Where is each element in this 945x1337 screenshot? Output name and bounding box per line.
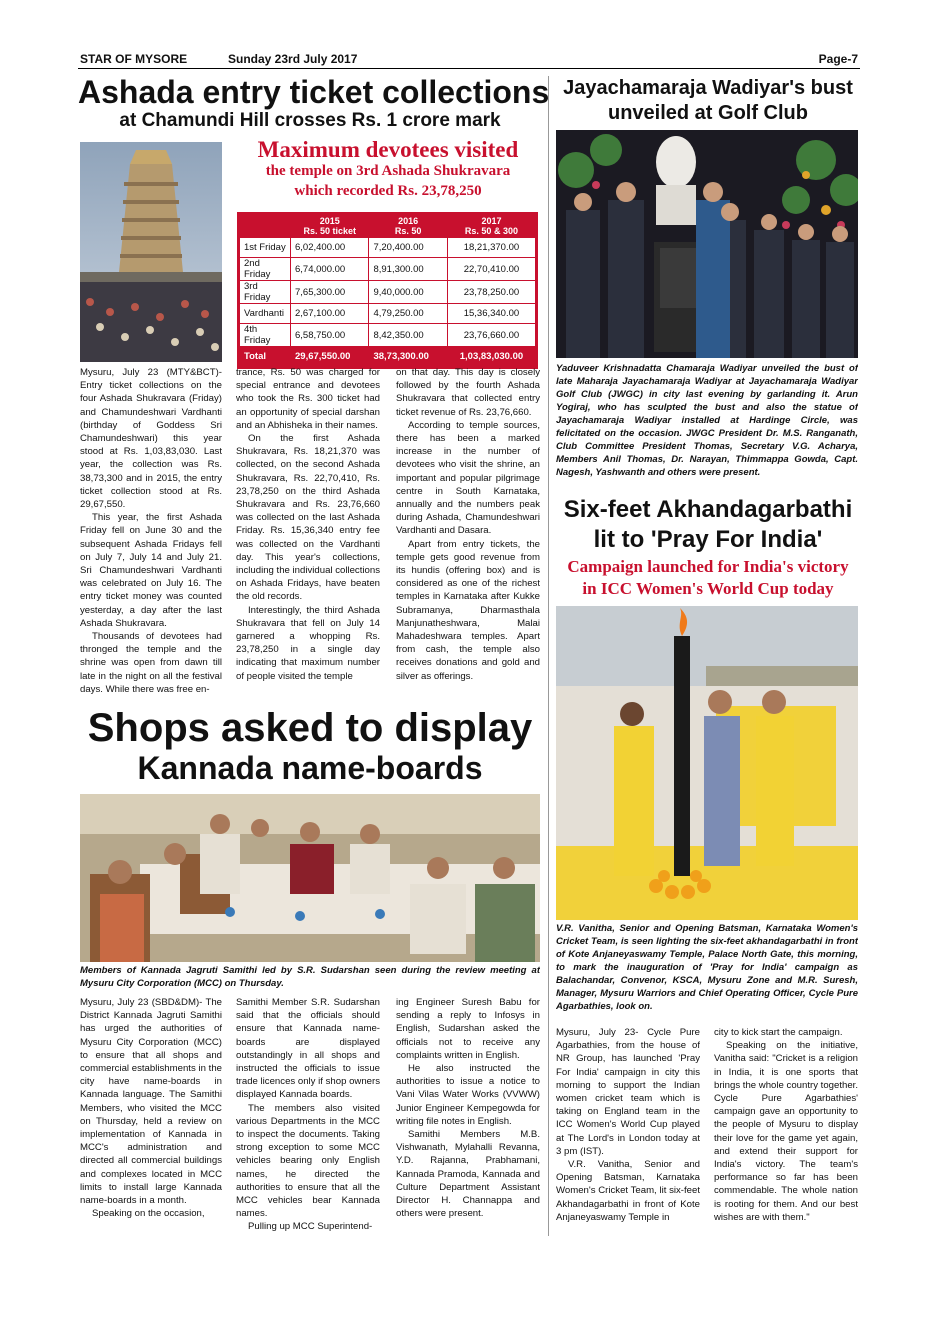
- review-meeting-image: [80, 794, 540, 962]
- paragraph: Samithi Members M.B. Vishwanath, Mylahalli Revanna, Y.D. Rajanna, Prabhamani, Kannada Pramoda, Kannada and Culture Department Assistant Director H. Channappa and others were present.: [396, 1129, 540, 1220]
- paragraph: Thousands of devotees had thronged the temple and the shrine was open from dawn till late in the night on all the festival days. While there was free en-: [80, 631, 222, 695]
- table-total-row: Total 29,67,550.00 38,73,300.00 1,03,83,030.00: [240, 347, 536, 367]
- story3-subhead-2: in ICC Women's World Cup today: [582, 579, 834, 598]
- temple-photo: [80, 142, 222, 362]
- story1-subhead: at Chamundi Hill crosses Rs. 1 crore mark: [119, 110, 501, 131]
- paragraph: city to kick start the campaign.: [714, 1027, 843, 1038]
- newspaper-name: STAR OF MYSORE: [80, 52, 188, 66]
- story4-column-1: [80, 996, 222, 1236]
- paragraph: Interestingly, the third Ashada Shukravara that fell on July 14 garnered a whopping Rs. 23,78,250 in a single day indicating that maximum number of people visited the temple: [236, 604, 380, 682]
- story4-column-2: [236, 996, 380, 1236]
- header-rule: [78, 68, 860, 69]
- story4-headline-2: Kannada name-boards: [137, 750, 483, 786]
- review-meeting-photo: [80, 794, 540, 962]
- paragraph: Mysuru, July 23 (SBD&DM)- The District Kannada Jagruti Samithi has urged the authorities of Mysuru City Corporation (MCC) to ensure that all shops and commercial establishments in the city have name-boards in Kannada language. The Samithi Members, who visited the MCC on Thursday, held a review on implementation of Kannada in MCC's administration and directed all commercial buildings and complexes located in MCC limits to install large Kannada name-boards in a month.: [80, 997, 222, 1207]
- paragraph: Pulling up MCC Superintend-: [248, 1221, 373, 1233]
- column-divider: [548, 76, 549, 1236]
- paragraph: According to temple sources, there has been a marked increase in the number of devotees who visit the shrine, an important and popular pilgrimage centre in South Karnataka, annually and the numbers peak during Ashada, Chamundeshwari Vardhanti and Dasara.: [396, 419, 540, 537]
- collections-table-grid: [239, 214, 536, 367]
- paragraph: Mysuru, July 23- Cycle Pure Agarbathies, from the house of NR Group, has launched 'Pray For India' campaign in city this morning to support the Indian women cricket team which is taking on England team in the ICC Women's World Cup played at The Lord's in London today at 3 pm (IST).: [556, 1027, 700, 1157]
- story4-headline-1: Shops asked to display: [87, 706, 533, 750]
- paragraph: ing Engineer Suresh Babu for sending a reply to Infosys in English, Sudarshan asked the officials not to receive any complaints written in English.: [396, 997, 540, 1061]
- paragraph: He also instructed the authorities to issue a notice to Vani Vilas Water Works (VVWW) Junior Engineer Kempegowda for writing file notes in English.: [396, 1063, 540, 1127]
- paragraph: V.R. Vanitha, Senior and Opening Batsman, Karnataka Women's Cricket Team, lit six-feet Akhandagarbathi in front of Kote Anjaneyaswamy Temple in: [556, 1159, 700, 1223]
- paragraph: trance, Rs. 50 was charged for special entrance and devotees who took the Rs. 300 ticket had an opportunity of special darshan and an Abhisheka in their names.: [236, 367, 380, 431]
- story3-headline-1: Six-feet Akhandagarbathi: [563, 496, 853, 523]
- paragraph: Mysuru, July 23 (MTY&BCT)- Entry ticket collections on the four Ashada Shukravara (Friday) and Chamundeshwari Vardhanti (birthday of Goddess Sri Chamundeshwari) this year stood at Rs. 1,03,83,030. Last year, the collection was Rs. 38,73,300 and in 2015, the entry ticket collection stood at Rs. 29,67,550.: [80, 367, 222, 511]
- table-row: 4th Friday 6,58,750.00 8,42,350.00 23,76,660.00: [240, 324, 536, 347]
- story2-caption: Yaduveer Krishnadatta Chamaraja Wadiyar unveiled the bust of late Maharaja Jayachamaraja Wadiyar at Jayachamaraja Wadiyar Golf Club (JWGC) in city last evening by garlanding it. Arun Yogiraj, who has sculpted the bust and also the statue of Jayachamaraja Wadiyar installed at Hardinge Circle, was felicitated on the occasion. JWGC President Dr. M.S. Ranganath, Club Committee President Thomas, Secretary V.G. Acharya, Members Anil Thomas, Dr. Narayan, Thimmappa Gowda, Capt. Nagesh, Yashwanth and others were present.: [556, 363, 858, 478]
- bust-unveiling-photo: [556, 130, 858, 358]
- table-col-2016: 2016 Rs. 50: [369, 215, 447, 238]
- story3-headline-2: lit to 'Pray For India': [593, 526, 823, 553]
- paragraph: The members also visited various Departments in the MCC to inspect the documents. Taking strong exception to some MCC vehicles bearing only English names, he directed the authorities to ensure that all the MCC vehicles bear Kannada names.: [236, 1102, 380, 1220]
- page-header: [80, 52, 858, 68]
- story4-caption: Members of Kannada Jagruti Samithi led by S.R. Sudarshan seen during the review meeting at Mysuru City Corporation (MCC) on Thursday.: [80, 965, 540, 989]
- pray-for-india-image: [556, 606, 858, 920]
- story1-headline: Ashada entry ticket collections: [78, 74, 550, 110]
- box-title: Maximum devotees visited: [257, 137, 519, 162]
- paragraph: on that day. This day is closely followed by the fourth Ashada Shukravara that collected entry ticket revenue of Rs. 23,76,660.: [396, 367, 540, 418]
- story3-caption: V.R. Vanitha, Senior and Opening Batsman, Karnataka Women's Cricket Team, is seen lighting the six-feet akhandagarbathi in front of Kote Anjaneyaswamy Temple, Palace North Gate, this morning, to mark the inauguration of 'Pray for India' campaign as Balachandar, Convenor, KSCA, Mysuru Zone and M.R. Suresh, Manager, Mysuru Warriors and Chief Operating Officer, Cycle Pure Agarbathies, look on.: [556, 923, 858, 1012]
- story4-column-3: [396, 996, 540, 1236]
- table-col-2015: 2015 Rs. 50 ticket: [291, 215, 369, 238]
- story2-headline-2: unveiled at Golf Club: [607, 102, 808, 124]
- pray-for-india-photo: [556, 606, 858, 920]
- story1-column-3: [396, 366, 540, 702]
- bust-unveiling-image: [556, 130, 858, 358]
- temple-photo-image: [80, 142, 222, 362]
- table-header-row: [240, 215, 536, 238]
- story2-headline-1: Jayachamaraja Wadiyar's bust: [563, 77, 853, 99]
- paragraph: On the first Ashada Shukravara, Rs. 18,21,370 was collected, on the second Ashada Shukravara, Rs. 22,70,410, Rs. 23,78,250 on the third Ashada Shukravara and Rs. 23,76,660 was collected on the last Ashada Friday. Rs. 15,36,340 entry fee was collected on the Vardhanti day. This year's collections, including the individual collections on Ashada Fridays, have beaten the old records.: [236, 433, 380, 603]
- paragraph: This year, the first Ashada Friday fell on June 30 and the subsequent Ashada Fridays fell on July 7, July 14 and July 21. Sri Chamundeshwari Vardhanti was celebrated on July 16. The entry ticket money was counted yesterday, a day after the last Ashada Shukravara.: [80, 512, 222, 629]
- story1-column-1: [80, 366, 222, 702]
- box-subtitle-2: which recorded Rs. 23,78,250: [294, 183, 482, 199]
- paragraph: Apart from entry tickets, the temple gets good revenue from its hundis (offering box) and is considered as one of the richest temples in Karnataka after Kukke Subramanya, Dharmasthala Manjunatheshwara, Malai Mahadeshwara temples. Apart from cash, the temple also receives donations and gold and silver as offerings.: [396, 538, 540, 682]
- collections-table: [237, 212, 538, 369]
- table-row: 1st Friday 6,02,400.00 7,20,400.00 18,21,370.00: [240, 238, 536, 258]
- page-number: Page-7: [818, 52, 858, 66]
- table-row: 3rd Friday 7,65,300.00 9,40,000.00 23,78,250.00: [240, 281, 536, 304]
- paragraph: Speaking on the initiative, Vanitha said: "Cricket is a religion in India, it is one sports that brings the whole country together. Cycle Pure Agarbathies' campaign gave an opportunity to the people of Mysuru to display their love for the game yet again, and extend their support for India's victory. The team's performance so far has been commendable. The whole nation is rooting for them. And our best wishes are with them.": [714, 1040, 858, 1223]
- issue-date: Sunday 23rd July 2017: [228, 52, 358, 66]
- story3-column-1: [556, 1026, 700, 1238]
- story1-column-2: [236, 366, 380, 702]
- story3-subhead-1: Campaign launched for India's victory: [567, 557, 849, 576]
- table-col-2017: 2017 Rs. 50 & 300: [447, 215, 535, 238]
- table-row: Vardhanti 2,67,100.00 4,79,250.00 15,36,340.00: [240, 304, 536, 324]
- box-subtitle-1: the temple on 3rd Ashada Shukravara: [265, 163, 511, 179]
- story3-column-2: [714, 1026, 858, 1238]
- paragraph: Samithi Member S.R. Sudarshan said that the officials should ensure that Kannada name-boards are displayed outstandingly in all shops and instructed the officials to issue trade licences only if shop owners displayed Kannada boards.: [236, 997, 380, 1101]
- paragraph: Speaking on the occasion,: [92, 1208, 205, 1220]
- table-row: 2nd Friday 6,74,000.00 8,91,300.00 22,70,410.00: [240, 258, 536, 281]
